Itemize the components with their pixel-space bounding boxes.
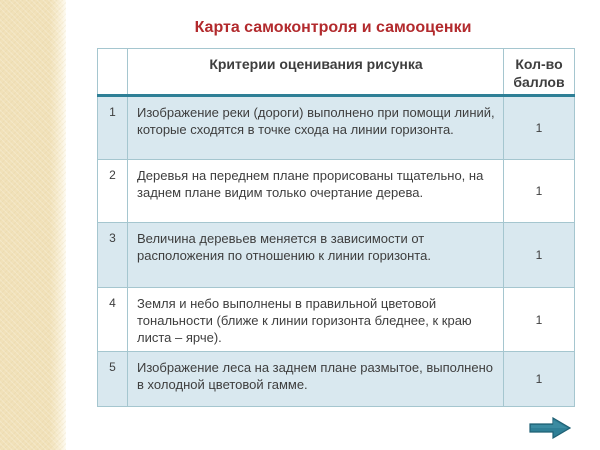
page-title: Карта самоконтроля и самооценки (194, 19, 472, 36)
right-arrow-icon (529, 427, 571, 442)
row-number-cell: 1 (98, 96, 128, 160)
table-row (98, 288, 575, 352)
header-criteria-cell: Критерии оценивания рисунка (128, 49, 504, 96)
table-row (98, 352, 575, 407)
header-points-cell: Кол-во баллов (504, 49, 575, 96)
row-number-cell: 3 (98, 223, 128, 288)
criteria-cell: Деревья на переднем плане прорисованы тщательно, на заднем плане видим только очертание дерева. (128, 160, 504, 223)
points-cell: 1 (504, 223, 575, 288)
criteria-cell: Изображение реки (дороги) выполнено при помощи линий, которые сходятся в точке схода на линии горизонта. (128, 96, 504, 160)
criteria-table (97, 48, 575, 407)
row-number-cell: 4 (98, 288, 128, 352)
table-row (98, 96, 575, 160)
criteria-cell: Земля и небо выполнены в правильной цветовой тональности (ближе к линии горизонта бледнее, к краю листа – ярче). (128, 288, 504, 352)
side-strip-decoration (0, 0, 66, 450)
next-slide-button[interactable] (529, 417, 571, 439)
criteria-cell: Величина деревьев меняется в зависимости от расположения по отношению к линии горизонта. (128, 223, 504, 288)
points-cell: 1 (504, 352, 575, 407)
criteria-cell: Изображение леса на заднем плане размытое, выполнено в холодной цветовой гамме. (128, 352, 504, 407)
header-num-cell (98, 49, 128, 96)
points-cell: 1 (504, 96, 575, 160)
table-header-row (98, 49, 575, 96)
row-number-cell: 5 (98, 352, 128, 407)
row-number-cell: 2 (98, 160, 128, 223)
table-row (98, 160, 575, 223)
points-cell: 1 (504, 160, 575, 223)
table-row (98, 223, 575, 288)
points-cell: 1 (504, 288, 575, 352)
